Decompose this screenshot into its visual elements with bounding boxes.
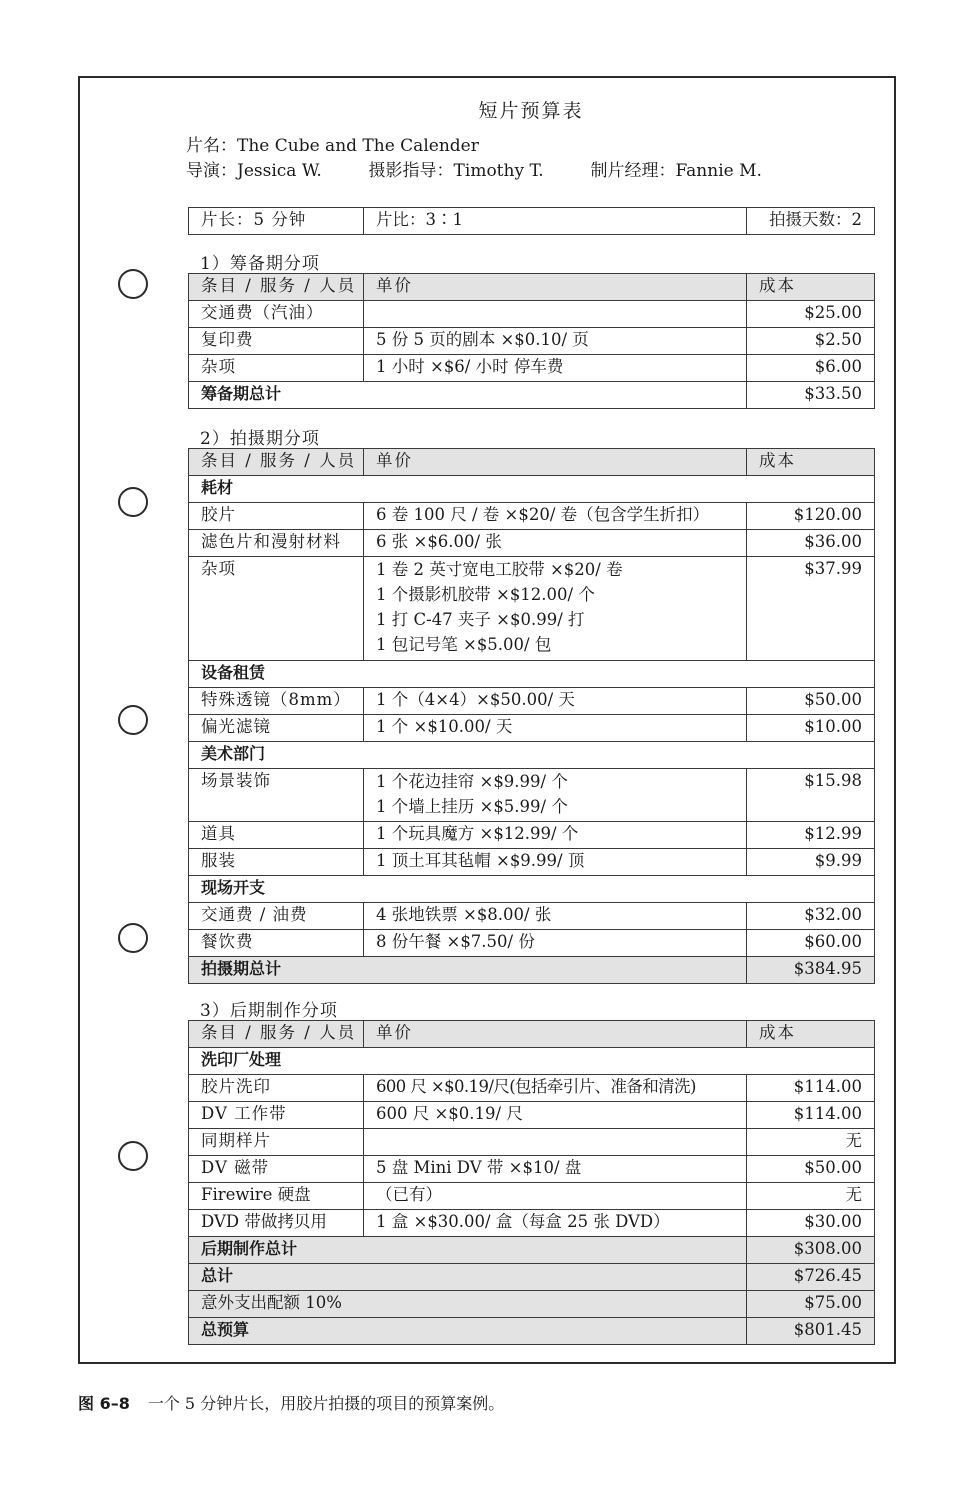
table-row [189, 1183, 875, 1210]
row-cost: $25.00 [747, 301, 875, 328]
row-cost: $37.99 [747, 557, 875, 661]
table-row [189, 503, 875, 530]
row-unit [364, 557, 747, 661]
table-row [189, 903, 875, 930]
row-item: 场景装饰 [189, 769, 364, 822]
row-unit: 4 张地铁票 ×$8.00/ 张 [364, 903, 747, 930]
figure-number: 图 6–8 [78, 1394, 130, 1413]
row-cost: $15.98 [747, 769, 875, 822]
table-row [189, 849, 875, 876]
binder-hole [118, 705, 148, 735]
film-name-label: 片名： [186, 136, 237, 156]
row-unit [364, 1129, 747, 1156]
row-item: DV 磁带 [189, 1156, 364, 1183]
table-header-row [189, 274, 875, 301]
pm-label: 制片经理： [590, 161, 676, 181]
table-row [189, 328, 875, 355]
header-item: 条目 / 服务 / 人员 [189, 449, 364, 476]
film-name: The Cube and The Calender [237, 136, 479, 156]
production-label: 2）拍摄期分项 [200, 429, 320, 449]
row-unit: 6 张 ×$6.00/ 张 [364, 530, 747, 557]
row-item: 同期样片 [189, 1129, 364, 1156]
row-cost: $6.00 [747, 355, 875, 382]
row-item: Firewire 硬盘 [189, 1183, 364, 1210]
row-unit: 1 个 ×$10.00/ 天 [364, 715, 747, 742]
row-unit: 600 尺 ×$0.19/尺(包括牵引片、准备和清洗) [364, 1075, 747, 1102]
row-item: 交通费（汽油） [189, 301, 364, 328]
row-cost: $32.00 [747, 903, 875, 930]
row-cost: 无 [747, 1183, 875, 1210]
row-cost: $120.00 [747, 503, 875, 530]
row-item: 特殊透镜（8mm） [189, 688, 364, 715]
row-item: 杂项 [189, 557, 364, 661]
table-row [189, 930, 875, 957]
header-unit: 单价 [364, 1021, 747, 1048]
pre-total-value: $33.50 [747, 382, 875, 409]
table-row [189, 1129, 875, 1156]
row-cost: $50.00 [747, 1156, 875, 1183]
header-item: 条目 / 服务 / 人员 [189, 274, 364, 301]
binder-hole [118, 487, 148, 517]
row-unit: 1 个玩具魔方 ×$12.99/ 个 [364, 822, 747, 849]
contingency-value: $75.00 [747, 1291, 875, 1318]
total-budget-value: $801.45 [747, 1318, 875, 1345]
table-header-row [189, 449, 875, 476]
header-unit: 单价 [364, 274, 747, 301]
pre-production-label: 1）筹备期分项 [200, 254, 320, 274]
table-row [189, 1102, 875, 1129]
category-art: 美术部门 [189, 742, 875, 769]
row-item: DVD 带做拷贝用 [189, 1210, 364, 1237]
table-row [189, 355, 875, 382]
row-unit: 5 盘 Mini DV 带 ×$10/ 盘 [364, 1156, 747, 1183]
row-cost: $10.00 [747, 715, 875, 742]
post-production-label: 3）后期制作分项 [200, 1001, 338, 1021]
director-label: 导演： [186, 161, 237, 181]
row-item: 杂项 [189, 355, 364, 382]
row-unit [364, 769, 747, 822]
row-cost: 无 [747, 1129, 875, 1156]
unit-line: 1 卷 2 英寸宽电工胶带 ×$20/ 卷 [376, 560, 623, 579]
category-row [189, 1048, 875, 1075]
row-cost: $114.00 [747, 1102, 875, 1129]
category-row [189, 661, 875, 688]
grand-total-row [189, 1264, 875, 1291]
dp-name: Timothy T. [453, 161, 544, 181]
row-unit: 1 顶土耳其毡帽 ×$9.99/ 顶 [364, 849, 747, 876]
director-name: Jessica W. [237, 161, 322, 181]
row-item: 道具 [189, 822, 364, 849]
table-row [189, 1075, 875, 1102]
post-total-row [189, 1237, 875, 1264]
binder-hole [118, 1141, 148, 1171]
shooting-ratio: 片比：3∶1 [364, 208, 747, 235]
unit-line: 1 包记号笔 ×$5.00/ 包 [376, 635, 552, 654]
film-length: 片长：5 分钟 [189, 208, 364, 235]
post-total-label: 后期制作总计 [189, 1237, 747, 1264]
contingency-row [189, 1291, 875, 1318]
header-cost: 成本 [747, 1021, 875, 1048]
grand-total-label: 总计 [189, 1264, 747, 1291]
row-item: 偏光滤镜 [189, 715, 364, 742]
row-cost: $2.50 [747, 328, 875, 355]
row-item: 滤色片和漫射材料 [189, 530, 364, 557]
crew-line [186, 156, 762, 181]
row-unit: 8 份午餐 ×$7.50/ 份 [364, 930, 747, 957]
row-item: 胶片 [189, 503, 364, 530]
category-lab: 洗印厂处理 [189, 1048, 875, 1075]
row-item: 复印费 [189, 328, 364, 355]
table-row [189, 715, 875, 742]
binder-hole [118, 923, 148, 953]
row-cost: $60.00 [747, 930, 875, 957]
row-unit: （已有） [364, 1183, 747, 1210]
table-row [189, 688, 875, 715]
row-cost: $36.00 [747, 530, 875, 557]
row-item: 餐饮费 [189, 930, 364, 957]
budget-title: 短片预算表 [478, 100, 584, 122]
production-total-value: $384.95 [747, 957, 875, 984]
category-row [189, 742, 875, 769]
pre-total-label: 筹备期总计 [189, 382, 747, 409]
table-row [189, 1156, 875, 1183]
table-row [189, 530, 875, 557]
post-total-value: $308.00 [747, 1237, 875, 1264]
category-location: 现场开支 [189, 876, 875, 903]
table-row [189, 557, 875, 661]
row-cost: $9.99 [747, 849, 875, 876]
post-production-table [188, 1020, 875, 1345]
header-item: 条目 / 服务 / 人员 [189, 1021, 364, 1048]
row-cost: $114.00 [747, 1075, 875, 1102]
film-name-line [186, 131, 479, 156]
row-item: 服装 [189, 849, 364, 876]
header-cost: 成本 [747, 274, 875, 301]
row-item: DV 工作带 [189, 1102, 364, 1129]
pre-production-table [188, 273, 875, 409]
summary-table [188, 207, 875, 235]
production-total-label: 拍摄期总计 [189, 957, 747, 984]
row-cost: $30.00 [747, 1210, 875, 1237]
category-row [189, 876, 875, 903]
binder-hole [118, 269, 148, 299]
figure-caption [78, 1391, 504, 1414]
grand-total-value: $726.45 [747, 1264, 875, 1291]
row-unit [364, 301, 747, 328]
row-unit: 1 个（4×4）×$50.00/ 天 [364, 688, 747, 715]
table-row [189, 769, 875, 822]
unit-line: 1 打 C-47 夹子 ×$0.99/ 打 [376, 610, 585, 629]
shooting-days: 拍摄天数：2 [747, 208, 875, 235]
table-row [189, 1210, 875, 1237]
row-unit: 1 小时 ×$6/ 小时 停车费 [364, 355, 747, 382]
row-item: 胶片洗印 [189, 1075, 364, 1102]
total-budget-row [189, 1318, 875, 1345]
unit-line: 1 个摄影机胶带 ×$12.00/ 个 [376, 585, 595, 604]
row-unit: 5 份 5 页的剧本 ×$0.10/ 页 [364, 328, 747, 355]
contingency-label: 意外支出配额 10% [189, 1291, 747, 1318]
header-unit: 单价 [364, 449, 747, 476]
row-cost: $12.99 [747, 822, 875, 849]
category-row [189, 476, 875, 503]
row-unit: 1 盒 ×$30.00/ 盒（每盒 25 张 DVD） [364, 1210, 747, 1237]
row-unit: 6 卷 100 尺 / 卷 ×$20/ 卷（包含学生折扣） [364, 503, 747, 530]
table-row [189, 301, 875, 328]
production-table [188, 448, 875, 984]
row-cost: $50.00 [747, 688, 875, 715]
row-unit: 600 尺 ×$0.19/ 尺 [364, 1102, 747, 1129]
pm-name: Fannie M. [675, 161, 762, 181]
dp-label: 摄影指导： [368, 161, 454, 181]
figure-text: 一个 5 分钟片长，用胶片拍摄的项目的预算案例。 [147, 1394, 505, 1413]
unit-line: 1 个花边挂帘 ×$9.99/ 个 [376, 772, 568, 791]
table-row [189, 822, 875, 849]
table-header-row [189, 1021, 875, 1048]
unit-line: 1 个墙上挂历 ×$5.99/ 个 [376, 797, 568, 816]
category-rental: 设备租赁 [189, 661, 875, 688]
row-item: 交通费 / 油费 [189, 903, 364, 930]
summary-row [189, 208, 875, 235]
production-total-row [189, 957, 875, 984]
total-budget-label: 总预算 [189, 1318, 747, 1345]
header-cost: 成本 [747, 449, 875, 476]
pre-total-row [189, 382, 875, 409]
category-materials: 耗材 [189, 476, 875, 503]
